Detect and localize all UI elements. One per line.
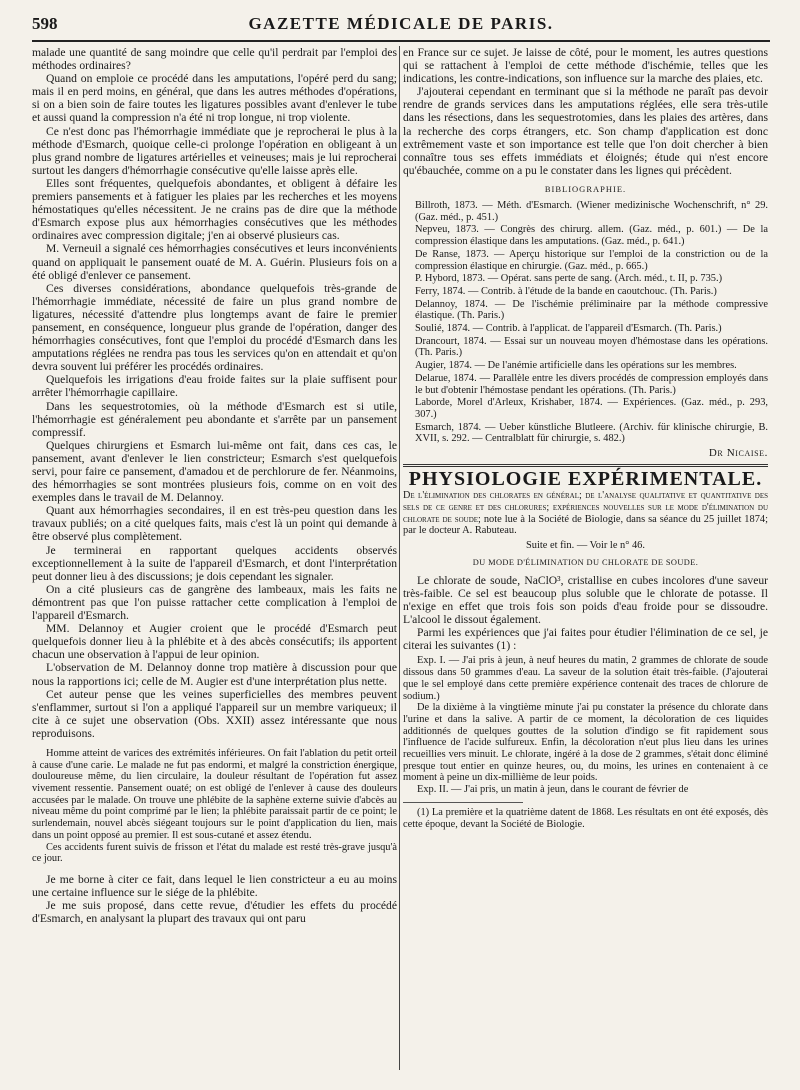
paragraph: Elles sont fréquentes, quelquefois abondantes, et obligent à défaire les premiers pansements et à fatiguer les plaies par les recherches et les moyens hémostatiques qu'elles nécessitent. Je ne crains pas de dire que la méthode d'Esmarch expose plus aux hémorrhagies consécutives que les méthodes ordinaires avec compression digitale; j'en ai observé plusieurs cas.	[32, 176, 397, 243]
article-subtitle	[403, 490, 768, 537]
bibliography-entry: Esmarch, 1874. — Ueber künstliche Blutleere. (Archiv. für klinische chirurgie, B. XVII, s. 292. — Centralblatt für chirurgie, s. 482.)	[415, 421, 768, 445]
bibliography-list	[403, 200, 768, 445]
bibliography-entry: P. Hybord, 1873. — Opérat. sans perte de sang. (Arch. méd., t. II, p. 735.)	[415, 273, 723, 285]
paragraph: Le chlorate de soude, NaClO³, cristallise en cubes incolores d'une saveur très-faible. Ce sel est beaucoup plus soluble que le chlorate de potasse. Il n'exige en effet que trois fois son poids d'eau froide pour se dissoudre. L'alcool le dissout également.	[403, 573, 768, 627]
subtitle-end: note lue à la Société de Biologie, dans sa séance du 25 juillet 1874; par le docteur A. Rabuteau.	[403, 513, 768, 537]
paragraph: M. Verneuil a signalé ces hémorrhagies consécutives et leurs inconvénients quand on appliquait le pansement ouaté de M. A. Guérin. Plusieurs fois on a été obligé d'enlever ce pansement.	[32, 242, 397, 282]
experiment-1-result: De la dixième à la vingtième minute j'ai pu constater la présence du chlorate dans l'urine et dans la salive. A partir de ce moment, la décoloration de ces liquides additionnés de quelques gouttes de la solution d'indigo se fit rapidement sous l'influence de l'acide sulfureux. Enfin, la décoloration n'eut plus lieu dans les urines recueillies vers minuit. Le chlorate, ingéré à la dose de 2 grammes, s'était donc éliminé presque tout entier en quinze heures, ou, du moins, les urines en contenaient à ce moment à peine un dix-millième de leur poids.	[403, 702, 768, 784]
paragraph: Ce n'est donc pas l'hémorrhagie immédiate que je reprocherai le plus à la méthode d'Esmarch, quoique celle-ci prolonge l'opération en obligeant à un plus grand nombre de ligatures artérielles et veineuses; mais je lui reprocherai surtout les dangers d'hémorrhagie consécutive qu'elle laisse après elle.	[32, 124, 397, 177]
bibliography-entry: Laborde, Morel d'Arleux, Krishaber, 1874. — Expériences. (Gaz. méd., p. 293, 307.)	[415, 397, 768, 420]
bibliography-entry: Drancourt, 1874. — Essai sur un nouveau moyen d'hémostase dans les opérations. (Th. Paris.)	[415, 335, 768, 359]
bibliography-entry: Delannoy, 1874. — De l'ischémie préliminaire par la méthode compressive élastique. (Th. Paris.)	[415, 298, 768, 322]
page-header	[32, 14, 770, 36]
paragraph: Dans les sequestrotomies, où la méthode d'Esmarch est si utile, l'hémorrhagie est généralement peu abondante et s'arrête par un pansement compressif.	[32, 399, 397, 439]
bibliography-entry: Billroth, 1873. — Méth. d'Esmarch. (Wiener medizinische Wochenschrift, n° 29. (Gaz. méd., p. 451.)	[415, 200, 768, 223]
paragraph: Cet auteur pense que les veines superficielles des membres peuvent s'enflammer, surtout si l'on a appliqué l'appareil sur un membre variqueux; il cite à ce sujet une observation (Obs. XXII) assez intéressante que nous reproduisons.	[32, 687, 397, 740]
column-divider	[399, 46, 400, 1070]
paragraph: Quelques chirurgiens et Esmarch lui-même ont fait, dans ces cas, le pansement, avant d'enlever le lien constricteur; Esmarch s'est quelquefois servi, pour faire ce pansement, d'amadou et de perchlorure de fer. Néanmoins, des hémorrhagies se sont montrées plusieurs fois, comme on en voit des exemples dans le travail de M. Delannoy.	[32, 438, 397, 505]
paragraph: Je me borne à citer ce fait, dans lequel le lien constricteur a eu au moins une certaine influence sur le siége de la phlébite.	[32, 873, 397, 900]
paragraph: Ces diverses considérations, abondance quelquefois très-grande de l'hémorrhagie immédiate, nécessité de faire un plus grand nombre de ligatures, nécessité d'attendre plus longtemps avant de faire le premier pansement, en conséquence, longueur plus grande de l'opération, danger des hémorrhagies consécutives, font que l'emploi du procédé d'Esmarch dans les amputations réglées ne rendra pas tous les services qu'on en attendait et qu'on devra souvent lui préférer les procédés ordinaires.	[32, 281, 397, 374]
footnote: (1) La première et la quatrième datent de 1868. Les résultats en ont été exposés, dès cette époque, devant la Société de Biologie.	[403, 806, 768, 830]
paragraph: On a cité plusieurs cas de gangrène des lambeaux, mais les faits ne démontrent pas que l'on puisse rattacher cette complication à l'emploi de l'appareil d'Esmarch.	[32, 582, 397, 623]
footnote-rule	[403, 802, 523, 803]
subtitle-smallcaps: De l'élimination des chlorates en général; de l'analyse qualitative et quantitative des sels de ce genre et des chlorures; expériences nouvelles sur le mode d'élimination du chlorate de soude;	[403, 490, 768, 525]
paragraph: Quelquefois les irrigations d'eau froide faites sur la plaie suffisent pour arrêter l'hémorrhagie capillaire.	[32, 373, 397, 400]
right-column	[403, 46, 768, 830]
bibliography-title: BIBLIOGRAPHIE.	[544, 183, 627, 194]
bibliography-entry: Delarue, 1874. — Parallèle entre les divers procédés de compression employés dans le but d'obtenir l'hémostase pendant les opérations. (Th. Paris.)	[415, 372, 768, 396]
paragraph: MM. Delannoy et Augier croient que le procédé d'Esmarch peut quelquefois donner lieu à la phlébite et à des abcès consécutifs; ils apportent chacun une observation à l'appui de leur opinion.	[32, 622, 397, 662]
paragraph: J'ajouterai cependant en terminant que si la méthode ne paraît pas devoir rendre de grands services dans les amputations réglées, elle sera très-utile dans les résections, dans les sequestrotomies, dans les plaies des artères, dans la recherche des corps étrangers, etc. Son champ d'application est donc extrêmement vaste et son importance est telle que l'on doit chercher à bien connaître tous ses effets immédiats et éloignés; étude qui n'est encore qu'ébauchée, comme on a pu le constater dans les lignes qui précèdent.	[403, 85, 768, 177]
bibliography-entry: Ferry, 1874. — Contrib. à l'étude de la bande en caoutchouc. (Th. Paris.)	[415, 285, 717, 297]
section-rule	[403, 464, 768, 467]
paragraph: Quant aux hémorrhagies secondaires, il en est très-peu question dans les travaux publiés; on a cité quelques faits, mais c'est là un point qui demande à être observé plus complètement.	[32, 504, 397, 544]
paragraph: Parmi les expériences que j'ai faites pour étudier l'élimination de ce sel, je citerai les suivantes (1) :	[403, 626, 768, 653]
paragraph: malade une quantité de sang moindre que celle qu'il perdrait par l'emploi des méthodes ordinaires?	[32, 46, 397, 73]
journal-title: GAZETTE MÉDICALE DE PARIS.	[248, 14, 554, 33]
bibliography-entry: Augier, 1874. — De l'anémie artificielle dans les opérations sur les membres.	[415, 360, 737, 372]
header-rule	[32, 40, 770, 42]
page-number: 598	[32, 14, 58, 33]
paragraph: L'observation de M. Delannoy donne trop matière à discussion pour que nous la rapportions ici; celle de M. Augier est d'une interprétation plus nette.	[32, 661, 397, 688]
paragraph: en France sur ce sujet. Je laisse de côté, pour le moment, les autres questions qui se rattachent à l'emploi de cette méthode d'ischémie, telles que les indications, les contre-indications, son influence sur la marche des plaies, etc.	[403, 46, 768, 86]
subheading: DU MODE D'ÉLIMINATION DU CHLORATE DE SOUDE.	[472, 557, 699, 567]
experiment-2: Exp. II. — J'ai pris, un matin à jeun, dans le courant de février de	[417, 784, 689, 796]
bibliography-entry: Soulié, 1874. — Contrib. à l'applicat. de l'appareil d'Esmarch. (Th. Paris.)	[415, 323, 722, 335]
experiment-1: Exp. I. — J'ai pris à jeun, à neuf heures du matin, 2 grammes de chlorate de soude dissous dans 50 grammes d'eau. La saveur de la solution était très-faible. (J'ajouterai que le sel employé dans cette première expérience contenait des traces de chlorure de sodium.)	[403, 655, 768, 702]
case-observation: Homme atteint de varices des extrémités inférieures. On fait l'ablation du petit orteil à cause d'une carie. Le malade ne fut pas endormi, et malgré la constriction énergique, douloureuse même, du lien circulaire, la douleur résultant de l'opération fut assez vivement ressentie. Pansement ouaté; on est obligé de l'enlever à cause des douleurs accusées par le malade. On trouve une phlébite de la saphène externe suivie d'abcès au niveau même du point comprimé par le lien; la phlébite paraissait partir de ce point; le surlendemain, nouvel abcès siégeant toujours sur le point d'application du lien, mais dans un point opposé au premier. Il est sous-cutané et assez étendu.	[32, 747, 397, 841]
case-observation: Ces accidents furent suivis de frisson et l'état du malade est resté très-grave jusqu'à ce jour.	[32, 841, 397, 865]
left-column	[32, 46, 397, 925]
continuation-note: Suite et fin. — Voir le n° 46.	[526, 540, 645, 552]
paragraph: Je me suis proposé, dans cette revue, d'étudier les effets du procédé d'Esmarch, en analysant la plupart des travaux qui ont paru	[32, 899, 397, 926]
paragraph: Je terminerai en rapportant quelques accidents observés exceptionnellement à la suite de l'appareil d'Esmarch, et dont l'interprétation peut donner lieu à des discussions; je dois cependant les signaler.	[32, 543, 397, 583]
bibliography-entry: De Ranse, 1873. — Aperçu historique sur l'emploi de la constriction ou de la compression élastique en chirurgie. (Gaz. méd., p. 665.)	[415, 248, 768, 272]
section-title: PHYSIOLOGIE EXPÉRIMENTALE.	[408, 468, 763, 491]
paragraph: Quand on emploie ce procédé dans les amputations, l'opéré perd du sang; mais il en perd moins, en général, que dans les autres méthodes d'opérations, si on a bien soin de faire toutes les ligatures possibles avant d'enlever le tube et aussi quand la compression n'a été ni trop longue, ni trop violente.	[32, 72, 397, 125]
bibliography-entry: Nepveu, 1873. — Congrès des chirurg. allem. (Gaz. méd., p. 601.) — De la compression élastique dans les amputations. (Gaz. méd., p. 641.)	[415, 224, 768, 248]
author-signature: Dr Nicaise.	[708, 447, 768, 460]
